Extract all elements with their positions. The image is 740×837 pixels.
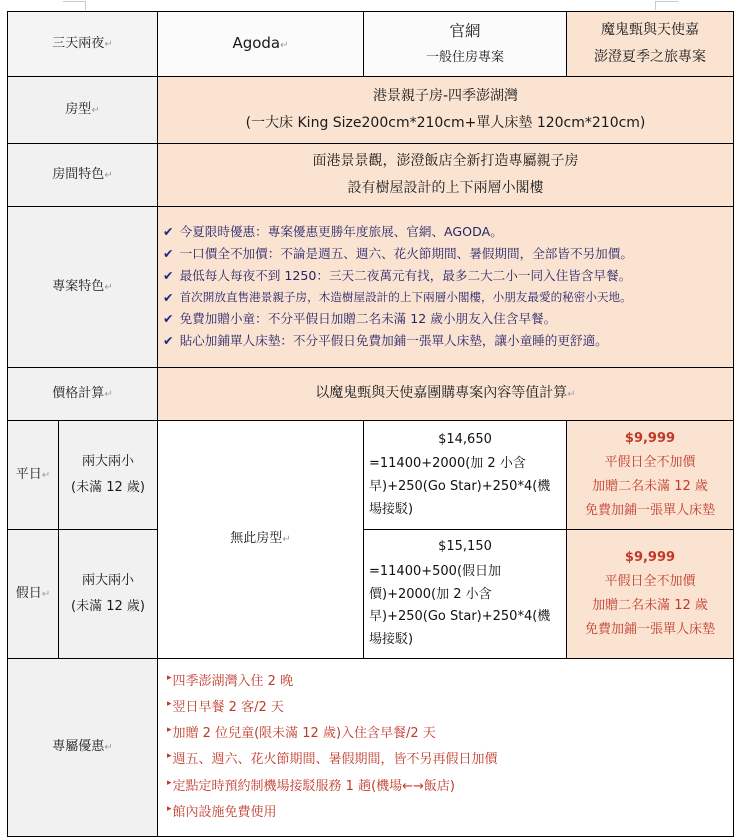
holiday-day-label: 假日 <box>15 585 42 601</box>
header-duration-text: 三天兩夜 <box>52 35 105 51</box>
offer-text: 週五、週六、花火節期間、暑假期間，皆不另再假日加價 <box>172 752 498 768</box>
weekday-group-price-cell <box>567 421 734 530</box>
table-row-header <box>8 12 734 77</box>
weekday-occupancy-line1: 兩大兩小 <box>81 454 134 470</box>
pilcrow-mark: ↵ <box>282 534 291 546</box>
holiday-occupancy-line1: 兩大兩小 <box>81 573 134 589</box>
holiday-official-formula-block <box>369 536 561 652</box>
offer-text: 館內設施免費使用 <box>172 804 277 820</box>
header-cell-duration <box>8 12 158 77</box>
roomtype-line1: 港景親子房-四季澎湖灣 <box>372 87 519 104</box>
check-icon: ✔ <box>163 267 174 283</box>
pilcrow-mark: ↵ <box>91 104 100 116</box>
list-item <box>163 332 728 351</box>
triangle-right-icon: ▸ <box>167 725 172 736</box>
offer-text: 加贈 2 位兒童(限未滿 12 歲)入住含早餐/2 天 <box>172 726 436 742</box>
check-icon: ✔ <box>163 289 174 305</box>
pilcrow-mark: ↵ <box>280 40 289 52</box>
triangle-right-icon: ▸ <box>167 777 172 788</box>
list-item <box>167 672 728 692</box>
list-item <box>163 267 728 286</box>
list-item <box>167 803 728 823</box>
highlights-value-cell <box>158 207 734 368</box>
highlight-text: 今夏限時優惠：專案優惠更勝年度旅展、官網、AGODA。 <box>179 223 503 239</box>
roomtype-value-cell <box>158 77 734 144</box>
features-value-cell <box>158 144 734 207</box>
weekday-occupancy-line2: (未滿 12 歲) <box>71 479 145 495</box>
check-icon: ✔ <box>163 223 174 239</box>
offer-text: 翌日早餐 2 客/2 天 <box>172 700 284 716</box>
triangle-right-icon: ▸ <box>167 751 172 762</box>
table-row-room-features <box>8 144 734 207</box>
list-item <box>167 750 728 770</box>
holiday-occupancy-line2: (未滿 12 歲) <box>71 598 145 614</box>
features-line1: 面港景景觀，澎澄飯店全新打造專屬親子房 <box>312 152 579 169</box>
holiday-group-line3: 免費加鋪一張單人床墊 <box>584 622 715 638</box>
highlights-label-cell <box>8 207 158 368</box>
page-margin-mark-right <box>655 1 678 10</box>
header-cell-group <box>567 12 734 77</box>
header-cell-agoda <box>158 12 364 77</box>
weekday-group-promo-block <box>572 427 728 523</box>
exclusive-label-cell <box>8 659 158 837</box>
highlights-label: 專案特色 <box>52 278 105 294</box>
header-group-line2: 澎澄夏季之旅專案 <box>594 48 706 65</box>
table-row-exclusive-offers <box>8 659 734 837</box>
table-row-pricing-note <box>8 368 734 421</box>
header-official-line1: 官網 <box>449 22 481 41</box>
highlight-text: 貼心加鋪單人床墊：不分平假日免費加鋪一張單人床墊，讓小童睡的更舒適。 <box>179 333 608 349</box>
weekday-official-formula: =11400+2000(加 2 小含早)+250(Go Star)+250*4(機場接駁) <box>369 456 551 517</box>
weekday-official-price-cell <box>364 421 567 530</box>
list-item <box>167 698 728 718</box>
roomtype-label-cell <box>8 77 158 144</box>
roomtype-line2: (一大床 King Size200cm*210cm+單人床墊 120cm*210cm) <box>245 114 646 131</box>
pilcrow-mark: ↵ <box>567 389 576 401</box>
weekday-official-formula-block <box>369 429 561 522</box>
header-official-line2: 一般住房專案 <box>425 50 504 66</box>
weekday-day-label: 平日 <box>15 466 42 482</box>
pilcrow-mark: ↵ <box>104 388 113 400</box>
holiday-group-amount: $9,999 <box>624 549 676 565</box>
weekday-occupancy-cell <box>59 421 158 530</box>
highlight-text: 首次開放直售港景親子房，木造樹屋設計的上下兩層小閣樓，小朋友最愛的秘密小天地。 <box>179 289 632 304</box>
table-row-roomtype <box>8 77 734 144</box>
check-icon: ✔ <box>163 333 174 349</box>
features-line2: 設有樹屋設計的上下兩層小閣樓 <box>347 179 544 196</box>
list-item <box>163 289 728 308</box>
offer-text: 四季澎湖灣入住 2 晚 <box>172 674 294 689</box>
agoda-availability-cell <box>158 421 364 659</box>
offer-text: 定點定時預約制機場接駁服務 1 趟(機場←→飯店) <box>172 778 455 794</box>
holiday-day-label-cell <box>8 530 59 659</box>
header-cell-official <box>364 12 567 77</box>
weekday-group-amount: $9,999 <box>624 430 676 446</box>
holiday-official-formula: =11400+500(假日加價)+2000(加 2 小含早)+250(Go Star)+250*4(機場接駁) <box>369 563 551 648</box>
highlights-list <box>163 218 728 356</box>
pricing-note-label: 價格計算 <box>52 385 105 401</box>
triangle-right-icon: ▸ <box>167 699 172 710</box>
list-item <box>167 777 728 797</box>
weekday-group-line1: 平假日全不加價 <box>604 454 696 470</box>
exclusive-label: 專屬優惠 <box>52 739 105 755</box>
pilcrow-mark: ↵ <box>104 169 113 181</box>
exclusive-value-cell <box>158 659 734 837</box>
header-group-line1: 魔鬼甄與天使嘉 <box>601 21 699 38</box>
table-row-weekday-price <box>8 421 734 530</box>
pricing-note-value-cell <box>158 368 734 421</box>
features-label-cell <box>8 144 158 207</box>
features-label: 房間特色 <box>52 166 105 182</box>
triangle-right-icon: ▸ <box>167 673 172 683</box>
pilcrow-mark: ↵ <box>104 281 113 293</box>
list-item <box>163 245 728 264</box>
pricing-note-text: 以魔鬼甄與天使嘉團購專案內容等值計算 <box>315 385 568 402</box>
comparison-table <box>7 11 734 837</box>
list-item <box>163 223 728 242</box>
weekday-group-line3: 免費加鋪一張單人床墊 <box>584 503 715 519</box>
highlight-text: 免費加贈小童：不分平假日加贈二名未滿 12 歲小朋友入住含早餐。 <box>179 311 557 327</box>
highlight-text: 一口價全不加價：不論是週五、週六、花火節期間、暑假期間，全部皆不另加價。 <box>179 245 633 261</box>
pilcrow-mark: ↵ <box>104 742 113 754</box>
list-item <box>163 310 728 329</box>
weekday-day-label-cell <box>8 421 59 530</box>
exclusive-offers-list <box>163 663 728 832</box>
holiday-group-line2: 加贈二名未滿 12 歲 <box>592 598 708 613</box>
pilcrow-mark: ↵ <box>41 469 51 481</box>
triangle-right-icon: ▸ <box>167 803 172 814</box>
highlight-text: 最低每人每夜不到 1250：三天二夜萬元有找，最多二大二小一同入住皆含早餐。 <box>179 267 632 283</box>
pilcrow-mark: ↵ <box>104 38 113 50</box>
holiday-official-price-cell <box>364 530 567 659</box>
document-page <box>7 11 733 837</box>
holiday-group-line1: 平假日全不加價 <box>604 573 696 589</box>
weekday-group-line2: 加贈二名未滿 12 歲 <box>592 479 708 494</box>
table-row-holiday-price <box>8 530 734 659</box>
holiday-occupancy-cell <box>59 530 158 659</box>
check-icon: ✔ <box>163 245 174 261</box>
page-margin-mark-left <box>63 1 86 10</box>
holiday-official-amount: $15,150 <box>438 539 492 555</box>
pricing-note-label-cell <box>8 368 158 421</box>
agoda-availability-text: 無此房型 <box>230 531 283 547</box>
pilcrow-mark: ↵ <box>41 588 51 600</box>
weekday-official-amount: $14,650 <box>438 431 492 447</box>
list-item <box>167 724 728 744</box>
table-row-highlights <box>8 207 734 368</box>
check-icon: ✔ <box>163 311 174 327</box>
holiday-group-price-cell <box>567 530 734 659</box>
holiday-group-promo-block <box>572 546 728 642</box>
roomtype-label: 房型 <box>65 101 92 117</box>
header-agoda-text: Agoda <box>232 34 281 53</box>
